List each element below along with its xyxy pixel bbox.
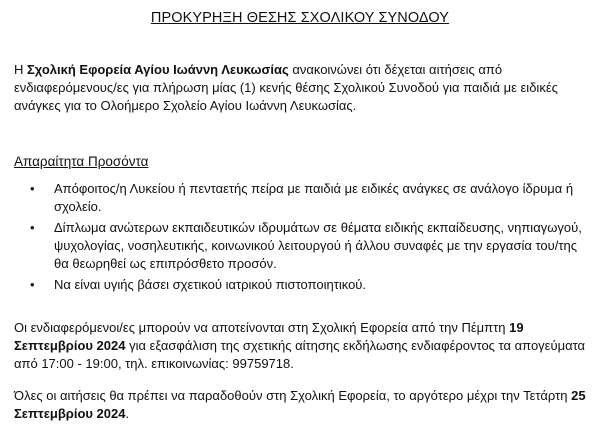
contact-paragraph xyxy=(14,319,592,373)
deadline-date: 25 Σεπτεμβρίου 2024 xyxy=(14,388,586,421)
organization-name: Σχολική Εφορεία Αγίου Ιωάννη Λευκωσίας xyxy=(27,62,289,77)
contact-pre: Οι ενδιαφερόμενοι/ες μπορούν να αποτείνονται στη Σχολική Εφορεία από την Πέμπτη xyxy=(14,320,510,335)
requirement-text: Απόφοιτος/η Λυκείου ή πενταετής πείρα με παιδιά με ειδικές ανάγκες σε ανάλογο ίδρυμα ή σχολείο. xyxy=(54,181,574,214)
intro-post: ανακοινώνει ότι δέχεται αιτήσεις από ενδιαφερόμενους/ες για πλήρωση μίας (1) κενής θέσης Σχολικού Συνοδού για παιδιά με ειδικές ανάγκες για το Ολοήμερο Σχολείο Αγίου Ιωάννη Λευκωσίας. xyxy=(14,62,558,113)
bullet-icon: • xyxy=(30,181,35,196)
requirement-text: Δίπλωμα ανώτερων εκπαιδευτικών ιδρυμάτων σε θέματα ειδικής εκπαίδευσης, νηπιαγωγού, ψυχολογίας, νοσηλευτικής, κοινωνικού λειτουργού ή άλλου συναφές με την εργασία του/της θα θεωρηθεί ως επιπρόσθετο προσόν. xyxy=(54,220,582,271)
bullet-icon: • xyxy=(30,277,35,292)
contact-post: για εξασφάλιση της σχετικής αίτησης εκδήλωσης ενδιαφέροντος τα απογεύματα από 17:00 - 19:00, τηλ. επικοινωνίας: 99759718. xyxy=(14,338,586,371)
requirement-item xyxy=(20,219,592,273)
intro-paragraph xyxy=(14,61,590,115)
bullet-icon: • xyxy=(30,220,35,235)
deadline-post: . xyxy=(125,406,130,421)
requirement-text: Να είναι υγιής βάσει σχετικού ιατρικού πιστοποιητικού. xyxy=(54,277,367,292)
start-date: 19 Σεπτεμβρίου 2024 xyxy=(14,320,524,353)
deadline-paragraph xyxy=(14,387,592,423)
requirement-item xyxy=(20,276,592,294)
requirements-list xyxy=(20,180,592,297)
requirement-item xyxy=(20,180,592,216)
deadline-pre: Όλες οι αιτήσεις θα πρέπει να παραδοθούν στη Σχολική Εφορεία, το αργότερο μέχρι την Τετάρτη xyxy=(14,388,572,403)
intro-pre: Η xyxy=(14,62,27,77)
requirements-heading: Απαραίτητα Προσόντα xyxy=(14,154,149,169)
announcement-title: ΠΡΟΚΥΡΗΞΗ ΘΕΣΗΣ ΣΧΟΛΙΚΟΥ ΣΥΝΟΔΟΥ xyxy=(150,10,450,26)
